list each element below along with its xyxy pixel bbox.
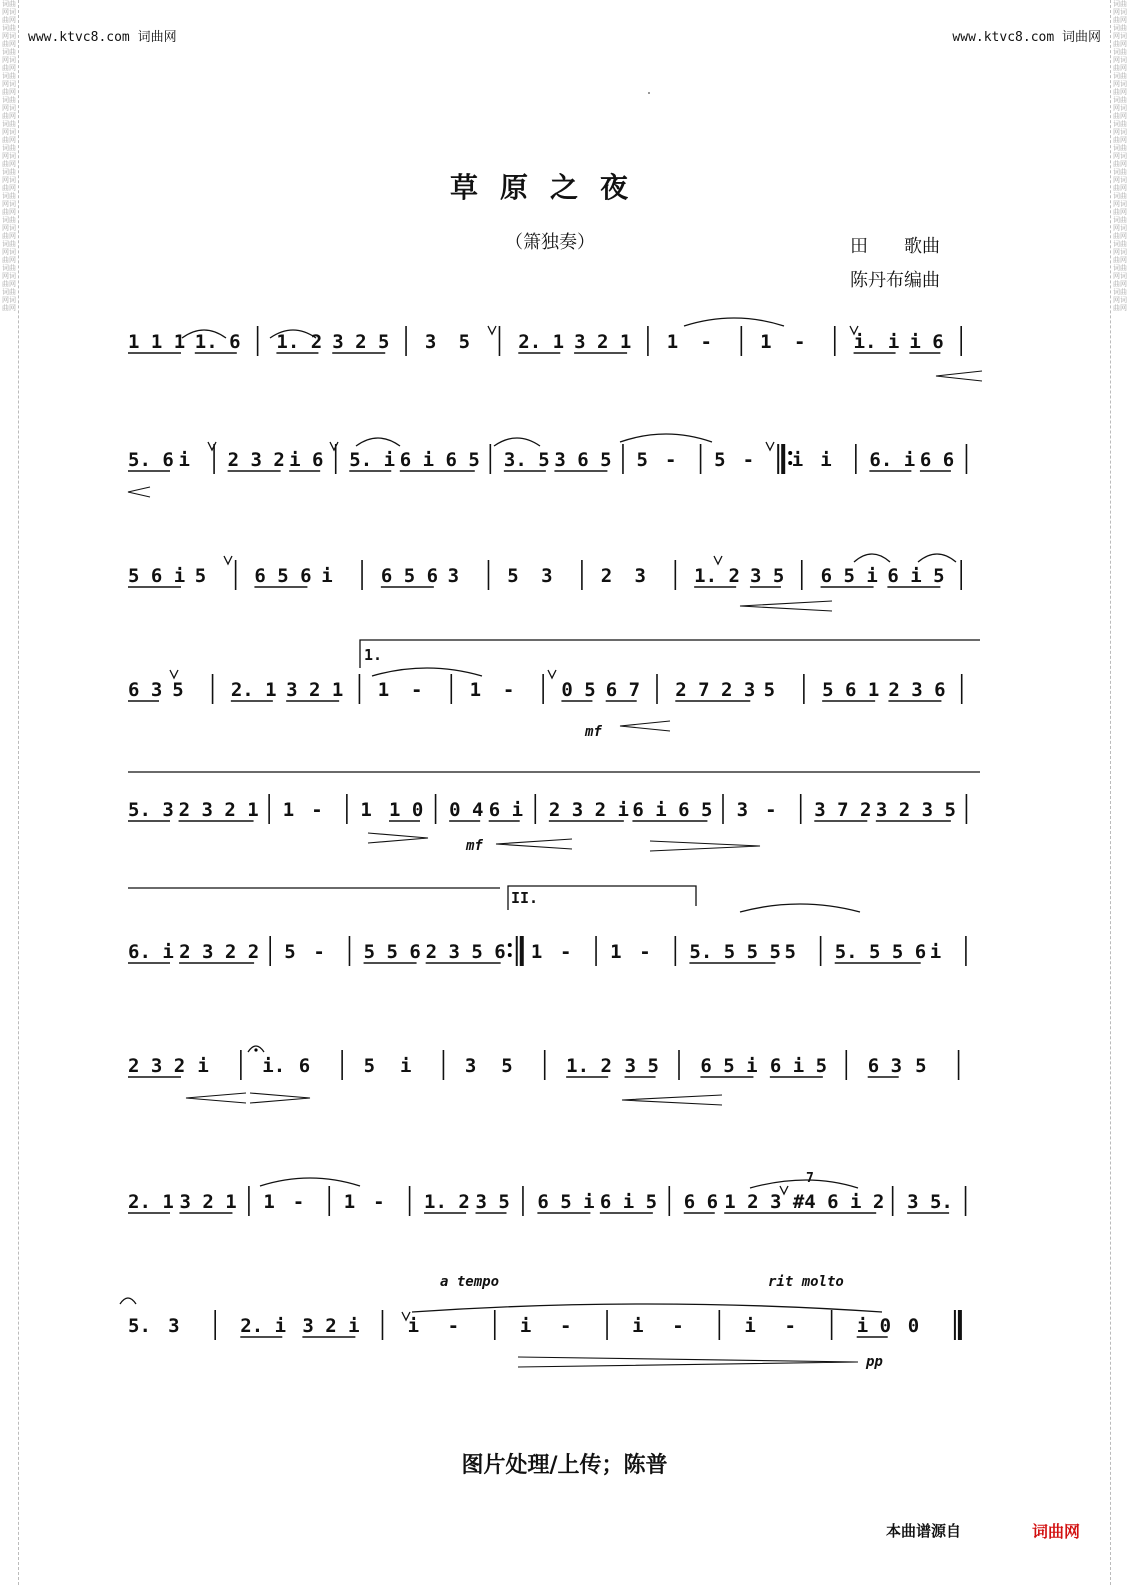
note-group: 1. 2 — [694, 565, 740, 587]
note-group: 5. 6 — [128, 449, 174, 471]
note-group: i — [197, 1055, 209, 1077]
note-group: 3 6 5 — [554, 449, 612, 471]
note-group: 3 2 1 — [179, 1191, 237, 1213]
note-group: 1. 2 — [424, 1191, 470, 1213]
note-group: 5 — [172, 679, 184, 701]
note-group: 5 — [636, 449, 648, 471]
note-group: 3 5 — [475, 1191, 510, 1213]
note-group: 1 — [530, 941, 543, 963]
upload-credit: 图片处理/上传；陈普 — [461, 1452, 668, 1478]
fermata — [120, 1298, 136, 1304]
crescendo-hairpin — [936, 371, 982, 381]
note-group: i 6 — [289, 449, 324, 471]
source-label: 本曲谱源自 — [886, 1522, 962, 1540]
breath-mark — [766, 442, 774, 450]
note-group: 3 — [424, 331, 437, 353]
note-group: 3 — [541, 565, 553, 587]
note-group: 5. 5 5 6 — [834, 941, 927, 963]
note-group: 5 — [915, 1055, 927, 1077]
breath-mark — [714, 556, 722, 564]
slur — [854, 554, 890, 562]
note-group: 6. i — [128, 941, 174, 963]
note-group: - — [793, 331, 806, 353]
note-group: 1 — [360, 799, 372, 821]
breath-mark — [488, 326, 496, 334]
note-group: 1 0 — [389, 799, 424, 821]
note-group: 2 3 6 — [888, 679, 946, 701]
note-group: 6 6 — [683, 1191, 719, 1213]
dynamic-mf: mf — [466, 838, 483, 854]
tie — [620, 434, 712, 442]
note-group: 2 3 2 2 — [179, 941, 260, 963]
note-group: 6 5 i — [537, 1191, 595, 1213]
crescendo-hairpin — [622, 1095, 722, 1105]
diminuendo-hairpin — [650, 841, 760, 851]
crescendo-hairpin — [128, 487, 150, 497]
note-group: - — [559, 1315, 572, 1337]
note-group: 3 5. — [907, 1191, 953, 1213]
note-group: 3 — [736, 799, 749, 821]
diminuendo-hairpin — [250, 1093, 310, 1103]
tempo-rit-molto: rit molto — [768, 1274, 844, 1290]
note-group: 1 — [377, 679, 390, 701]
note-group: 2 3 2 — [128, 1055, 186, 1077]
fermata-dot — [254, 1048, 257, 1051]
note-group: 6 i 5 — [769, 1055, 828, 1077]
note-group: 3 — [168, 1315, 180, 1337]
note-group: 2. 1 — [518, 331, 565, 353]
note-group: 2. i — [240, 1315, 287, 1337]
note-group: i 6 — [909, 331, 944, 353]
note-group: 3 2 3 5 — [875, 799, 956, 821]
note-group: 6 i 6 5 — [399, 449, 480, 471]
note-group: 5 — [194, 565, 207, 587]
note-group: - — [559, 941, 572, 963]
note-group: 6 i 6 5 — [632, 799, 713, 821]
tie — [684, 318, 784, 326]
tuplet-bracket — [750, 1180, 858, 1188]
note-group: 5 6 1 — [822, 679, 880, 701]
note-group: 3 2 1 — [286, 679, 344, 701]
note-group: 5 — [763, 679, 776, 701]
note-group: i — [178, 449, 190, 471]
note-group: 1 — [666, 331, 679, 353]
note-group: 3 — [634, 565, 646, 587]
slur — [918, 554, 956, 562]
volta-2-label: II. — [511, 889, 539, 907]
note-group: 6. i — [869, 449, 916, 471]
diminuendo-hairpin — [518, 1357, 858, 1367]
note-group: - — [373, 1191, 385, 1213]
note-group: 6 6 — [919, 449, 955, 471]
note-group: 5 — [284, 941, 296, 963]
note-group: 0 4 — [449, 799, 484, 821]
note-group: 5. 3 — [128, 799, 174, 821]
note-group: i. — [262, 1055, 286, 1077]
repeat-dot — [508, 943, 512, 947]
note-group: 3. 5 — [503, 449, 550, 471]
tempo-a-tempo: a tempo — [440, 1274, 500, 1290]
note-group: 6 5 6 — [380, 565, 439, 587]
right-edge-watermark: 词曲网词曲网词曲网词曲网词曲网词曲网词曲网词曲网词曲网词曲网词曲网词曲网词曲网词曲网词曲网词曲网词曲网词曲网词曲网词曲网词曲网词曲网词曲网词曲网词曲网词曲网 — [1113, 0, 1127, 312]
note-group: 1. 6 — [194, 331, 241, 353]
dynamic-pp: pp — [866, 1354, 883, 1370]
note-group: 3 — [464, 1055, 477, 1077]
note-group: 5 — [458, 331, 471, 353]
note-group: 2 3 2 1 — [178, 799, 259, 821]
note-group: 3 2 1 — [574, 331, 632, 353]
note-group: 6 5 6 — [254, 565, 312, 587]
note-group: 1 — [469, 679, 482, 701]
note-group: i — [820, 449, 832, 471]
note-group: 1. 2 — [566, 1055, 612, 1077]
tie — [740, 904, 860, 912]
dynamic-mf: mf — [585, 724, 602, 740]
note-group: 5 — [507, 565, 519, 587]
note-group: - — [639, 941, 651, 963]
note-group: i — [791, 449, 804, 471]
note-group: 5 — [501, 1055, 513, 1077]
note-group: i — [400, 1055, 412, 1077]
note-group: 2. 1 — [128, 1191, 174, 1213]
note-group: 1 — [282, 799, 295, 821]
note-group: i — [321, 565, 333, 587]
note-group: 6 5 i — [820, 565, 878, 587]
volta-bracket-1 — [360, 640, 980, 668]
note-group: 6 — [298, 1055, 311, 1077]
note-group: 1. 2 — [276, 331, 323, 353]
note-group: - — [700, 331, 712, 353]
note-group: - — [311, 799, 323, 821]
note-group: - — [292, 1191, 305, 1213]
note-group: i — [744, 1315, 756, 1337]
note-group: - — [313, 941, 325, 963]
note-group: 2 3 2 i — [548, 799, 629, 821]
note-group: - — [672, 1315, 684, 1337]
note-group: 2 — [600, 565, 613, 587]
note-group: 6 7 — [605, 679, 641, 701]
note-group: 1 — [343, 1191, 356, 1213]
note-group: 6 3 — [128, 679, 163, 701]
note-group: i 0 — [856, 1315, 892, 1337]
volta-1-label: 1. — [364, 646, 383, 664]
slur — [356, 438, 400, 446]
note-group: - — [742, 449, 755, 471]
breath-mark — [330, 442, 338, 450]
note-group: 1 — [263, 1191, 275, 1213]
note-group: 5. — [128, 1315, 151, 1337]
note-group: - — [765, 799, 777, 821]
note-group: 6 i 5 — [599, 1191, 658, 1213]
breath-mark — [548, 670, 556, 678]
note-group: 3 — [447, 565, 460, 587]
note-group: i — [929, 941, 942, 963]
note-group: - — [447, 1315, 460, 1337]
note-group: 2 7 2 3 — [675, 679, 756, 701]
crescendo-hairpin — [620, 721, 670, 731]
note-group: 6 5 i — [700, 1055, 758, 1077]
tie — [260, 1178, 360, 1186]
diminuendo-hairpin — [368, 833, 428, 843]
note-group: 2 3 2 — [227, 449, 285, 471]
note-group: 3 7 2 — [814, 799, 872, 821]
note-group: 5 — [784, 941, 796, 963]
note-group: i — [519, 1315, 532, 1337]
note-group: 5 6 i — [128, 565, 186, 587]
repeat-dot — [508, 953, 512, 957]
note-group: 3 2 i — [302, 1315, 360, 1337]
tie — [372, 668, 482, 676]
note-group: 5. i — [349, 449, 396, 471]
tuplet-number: 7 — [806, 1171, 814, 1186]
note-group: 3 5 — [624, 1055, 659, 1077]
note-group: 3 2 5 — [332, 331, 390, 353]
breath-mark — [224, 556, 232, 564]
note-group: - — [665, 449, 677, 471]
left-edge-watermark: 词曲网词曲网词曲网词曲网词曲网词曲网词曲网词曲网词曲网词曲网词曲网词曲网词曲网词曲网词曲网词曲网词曲网词曲网词曲网词曲网词曲网词曲网词曲网词曲网词曲网词曲网 — [2, 0, 16, 312]
note-group: 1 — [760, 331, 772, 353]
note-group: - — [411, 679, 423, 701]
note-group: 6 3 — [867, 1055, 903, 1077]
note-group: 1 2 3 #4 6 i 2 — [724, 1191, 885, 1213]
crescendo-hairpin — [740, 601, 832, 611]
note-group: i. i — [853, 331, 900, 353]
note-group: 0 — [907, 1315, 920, 1337]
score-subtitle: （箫独奏） — [505, 232, 595, 253]
note-group: 6 i — [488, 799, 524, 821]
note-group: 0 5 — [561, 679, 596, 701]
slur — [494, 438, 540, 446]
note-group: 5 — [714, 449, 726, 471]
note-group: 2. 1 — [230, 679, 277, 701]
score-title: 草原之夜 — [449, 171, 650, 204]
note-group: 5 — [363, 1055, 376, 1077]
breath-mark — [170, 670, 178, 678]
arranger-credit: 陈丹布编曲 — [850, 270, 940, 291]
note-group: 5. 5 5 5 — [689, 941, 781, 963]
header-watermark-left[interactable]: www.ktvc8.com 词曲网 — [28, 30, 177, 45]
composer-credit: 田 歌曲 — [850, 236, 940, 257]
note-group: 5 5 6 — [363, 941, 421, 963]
note-group: - — [784, 1315, 796, 1337]
note-group: 1 1 1 — [128, 331, 186, 353]
source-brand-link[interactable]: 词曲网 — [1032, 1522, 1081, 1541]
note-group: i — [407, 1315, 420, 1337]
note-group: 3 5 — [749, 565, 785, 587]
note-group: 2 3 5 6 — [425, 941, 506, 963]
note-group: 6 i 5 — [887, 565, 945, 587]
header-watermark-right[interactable]: www.ktvc8.com 词曲网 — [952, 30, 1101, 45]
note-group: - — [502, 679, 515, 701]
note-group: i — [632, 1315, 644, 1337]
phrase-slur — [412, 1304, 882, 1312]
note-group: 1 — [610, 941, 622, 963]
crescendo-hairpin — [186, 1093, 246, 1103]
crescendo-hairpin — [496, 839, 572, 849]
